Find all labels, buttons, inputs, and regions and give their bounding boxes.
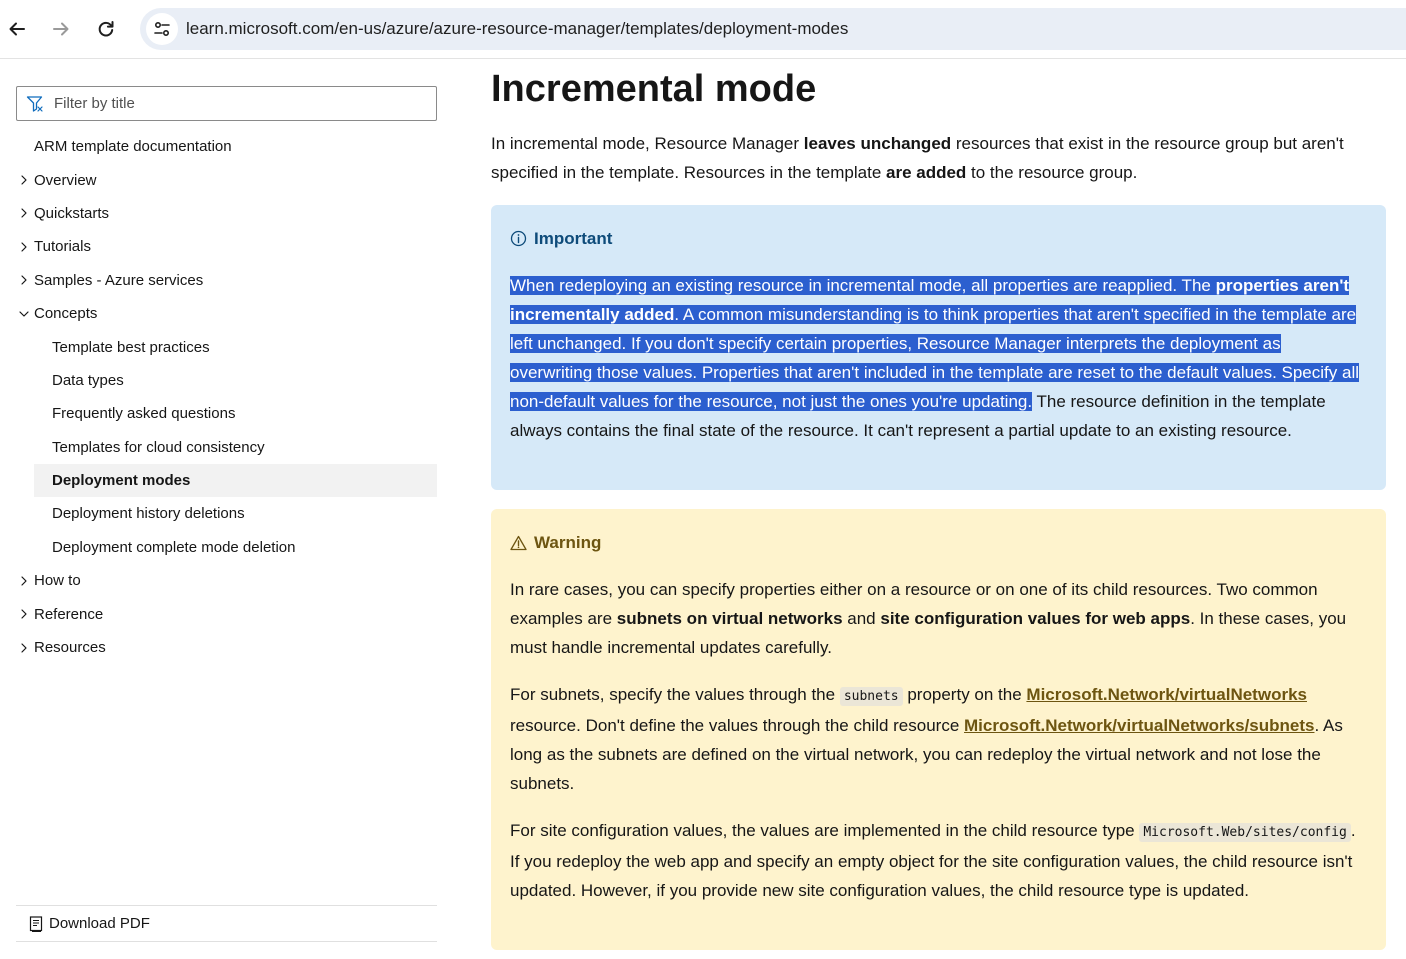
chevron-down-icon[interactable] <box>19 309 29 319</box>
toc-item-label: ARM template documentation <box>34 138 232 156</box>
toc-item-arm-template-documentation[interactable] <box>16 130 437 163</box>
toc-item-quickstarts[interactable] <box>16 197 437 230</box>
intro-bold: leaves unchanged <box>803 134 952 153</box>
chevron-right-icon[interactable] <box>19 242 29 252</box>
arrow-left-icon <box>7 19 27 39</box>
toc-item-label: Deployment modes <box>52 472 191 490</box>
toc-item-deployment-complete-mode-deletion[interactable] <box>16 531 437 564</box>
sidebar <box>0 59 460 959</box>
toc-item-label: Deployment history deletions <box>52 505 245 523</box>
document-icon <box>29 916 43 932</box>
important-heading-label: Important <box>534 228 613 248</box>
inline-code: Microsoft.Web/sites/config <box>1139 823 1351 842</box>
reload-button[interactable] <box>89 12 123 46</box>
address-bar[interactable] <box>140 8 1406 50</box>
forward-button[interactable] <box>44 12 78 46</box>
filter-icon <box>26 95 44 113</box>
toc-item-reference[interactable] <box>16 597 437 630</box>
toc-item-resources[interactable] <box>16 631 437 664</box>
toc-item-label: Quickstarts <box>34 204 110 222</box>
toc-item-label: Data types <box>52 371 124 389</box>
selected-bold-text: properties aren't incrementally added <box>510 276 1350 324</box>
inline-code: subnets <box>840 687 903 706</box>
toc-item-tutorials[interactable] <box>16 230 437 263</box>
site-info-icon[interactable] <box>146 13 178 45</box>
table-of-contents <box>16 130 437 664</box>
toc-item-label: Concepts <box>34 305 98 323</box>
url-text[interactable]: learn.microsoft.com/en-us/azure/azure-resource-manager/templates/deployment-modes <box>186 19 849 38</box>
arrow-right-icon <box>51 19 71 39</box>
selected-text: When redeploying an existing resource in incremental mode, all properties are reapplied. The <box>510 276 1216 295</box>
warning-paragraph-1 <box>510 575 1367 662</box>
toc-item-deployment-modes[interactable] <box>34 464 437 497</box>
important-alert <box>491 205 1386 490</box>
browser-toolbar <box>0 0 1406 59</box>
filter-input[interactable] <box>52 94 412 113</box>
toc-item-how-to[interactable] <box>16 564 437 597</box>
warning-text: . In these cases, you must handle incremental updates carefully. <box>510 609 1347 657</box>
warning-heading <box>510 529 1367 556</box>
toc-item-overview[interactable] <box>16 163 437 196</box>
toc-item-label: Resources <box>34 639 106 657</box>
warning-text: In rare cases, you can specify properties either on a resource or on one of its child resources. Two common examples are <box>510 580 1318 628</box>
toc-item-label: How to <box>34 572 81 590</box>
warning-bold: site configuration values for web apps <box>880 609 1191 628</box>
toc-item-label: Template best practices <box>52 338 210 356</box>
toc-item-label: Frequently asked questions <box>52 405 236 423</box>
toc-item-label: Overview <box>34 171 97 189</box>
intro-bold: are added <box>886 163 967 182</box>
virtual-networks-link[interactable]: Microsoft.Network/virtualNetworks <box>1026 685 1307 704</box>
warning-text: For site configuration values, the values are implemented in the child resource type <box>510 821 1140 840</box>
warning-triangle-icon <box>510 535 527 551</box>
warning-alert <box>491 509 1386 950</box>
toc-item-label: Reference <box>34 605 104 623</box>
chevron-right-icon[interactable] <box>19 208 29 218</box>
chevron-right-icon[interactable] <box>19 175 29 185</box>
toc-item-label: Deployment complete mode deletion <box>52 538 296 556</box>
download-pdf-button[interactable] <box>16 905 437 942</box>
important-body <box>510 271 1367 445</box>
chevron-right-icon[interactable] <box>19 643 29 653</box>
important-heading <box>510 225 1367 252</box>
toc-item-templates-for-cloud-consistency[interactable] <box>16 431 437 464</box>
toc-item-frequently-asked-questions[interactable] <box>16 397 437 430</box>
toc-item-data-types[interactable] <box>16 364 437 397</box>
intro-paragraph <box>491 129 1386 187</box>
warning-paragraph-2 <box>510 680 1367 798</box>
warning-text: . As long as the subnets are defined on the virtual network, you can redeploy the virtual network and not lose the subnets. <box>510 716 1343 793</box>
warning-heading-label: Warning <box>534 532 602 552</box>
toc-item-label: Templates for cloud consistency <box>52 438 265 456</box>
chevron-right-icon[interactable] <box>19 576 29 586</box>
warning-text: resource. Don't define the values through the child resource <box>510 716 965 735</box>
intro-text: to the resource group. <box>966 163 1138 182</box>
important-text: The resource definition in the template always contains the final state of the resource. It can't represent a partial update to an existing resource. <box>510 392 1326 440</box>
warning-bold: subnets on virtual networks <box>616 609 843 628</box>
toc-item-concepts[interactable] <box>16 297 437 330</box>
warning-text: property on the <box>902 685 1027 704</box>
toc-item-samples-azure-services[interactable] <box>16 264 437 297</box>
intro-text: In incremental mode, Resource Manager <box>491 134 804 153</box>
toc-item-template-best-practices[interactable] <box>16 330 437 363</box>
reload-icon <box>96 19 116 39</box>
warning-paragraph-3 <box>510 816 1367 905</box>
toc-item-label: Samples - Azure services <box>34 271 204 289</box>
back-button[interactable] <box>0 12 34 46</box>
info-icon <box>510 230 527 247</box>
filter-box[interactable] <box>16 86 437 121</box>
warning-text: For subnets, specify the values through the <box>510 685 840 704</box>
chevron-right-icon[interactable] <box>19 609 29 619</box>
selected-text: . A common misunderstanding is to think properties that aren't specified in the template are left unchanged. If you don't specify certain properties, Resource Manager interprets the deployment as overwriting those values. Properties that aren't included in the template are reset to the default values. Specify all non-default values for the resource, not just the ones you're updating. <box>510 305 1359 411</box>
chevron-right-icon[interactable] <box>19 275 29 285</box>
download-pdf-label: Download PDF <box>49 915 150 932</box>
toc-item-label: Tutorials <box>34 238 91 256</box>
page-title: Incremental mode <box>491 68 817 110</box>
subnets-link[interactable]: Microsoft.Network/virtualNetworks/subnets <box>964 716 1315 735</box>
warning-text: and <box>842 609 881 628</box>
warning-text: . If you redeploy the web app and specify an empty object for the site configuration values, the child resource isn't updated. However, if you provide new site configuration values, the child resource type is updated. <box>510 821 1356 900</box>
toc-item-deployment-history-deletions[interactable] <box>16 497 437 530</box>
intro-text: resources that exist in the resource group but aren't specified in the template. Resources in the template <box>491 134 1344 182</box>
